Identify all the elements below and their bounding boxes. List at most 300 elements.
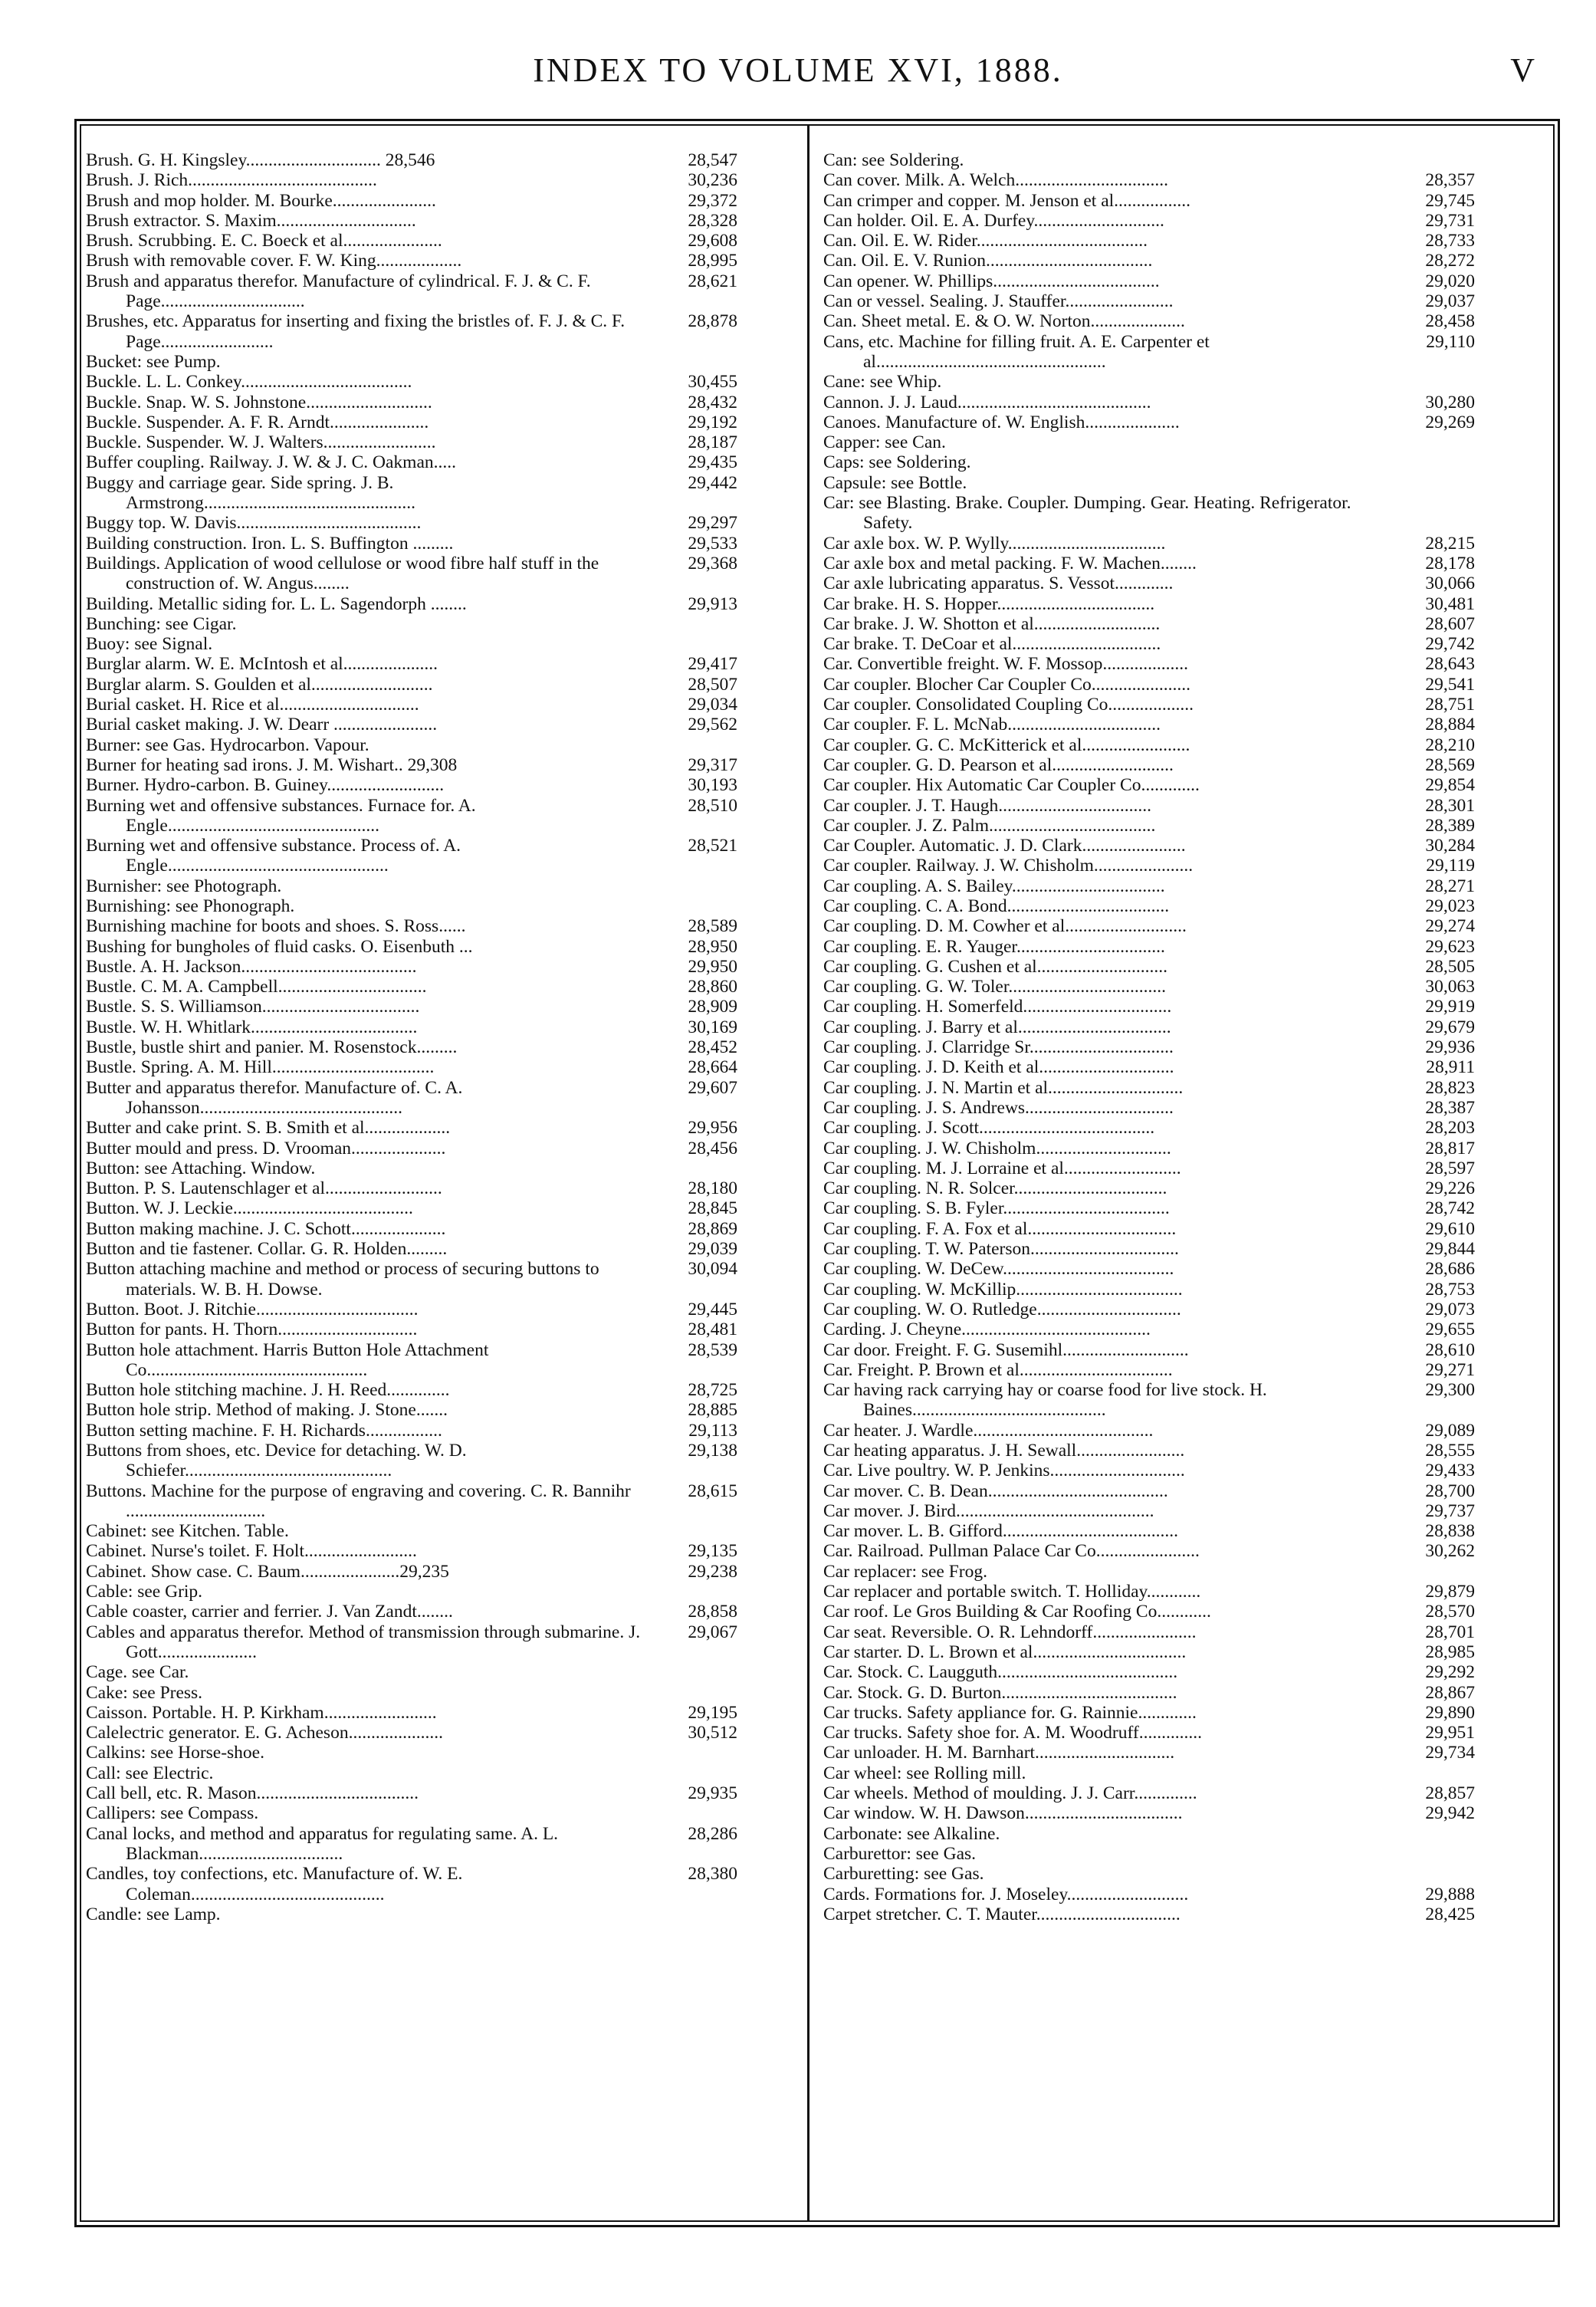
patent-number: 29,195 xyxy=(688,1702,737,1723)
index-entry xyxy=(86,1481,737,1522)
patent-number: 29,679 xyxy=(1425,1017,1475,1037)
index-entry-text: Car coupling. M. J. Lorraine et al.......................... xyxy=(823,1158,1181,1178)
patent-number: 29,238 xyxy=(688,1561,737,1582)
index-entry xyxy=(86,997,737,1017)
index-entry-text: Cable: see Grip. xyxy=(86,1582,203,1602)
index-entry xyxy=(823,715,1475,734)
patent-number: 29,372 xyxy=(688,190,737,211)
patent-number: 29,890 xyxy=(1425,1702,1475,1723)
index-entry-text: Brush. Scrubbing. E. C. Boeck et al...................... xyxy=(86,231,442,251)
index-entry xyxy=(823,1198,1475,1218)
index-entry xyxy=(823,432,1475,452)
patent-number: 29,292 xyxy=(1425,1662,1475,1683)
index-entry xyxy=(823,594,1475,614)
index-entry-text: Burnisher: see Photograph. xyxy=(86,876,282,896)
index-entry-text: Burial casket. H. Rice et al............................... xyxy=(86,695,419,715)
index-entry xyxy=(823,1743,1475,1763)
index-entry-text: Buckle. Snap. W. S. Johnstone............................ xyxy=(86,392,432,412)
patent-number: 28,425 xyxy=(1425,1904,1475,1924)
index-entry xyxy=(86,1683,737,1703)
index-entry-text: Button. W. J. Leckie........................................ xyxy=(86,1198,413,1219)
index-entry-text: Car coupling. J. W. Chisholm.............................. xyxy=(823,1138,1171,1158)
patent-number: 28,869 xyxy=(688,1218,737,1239)
index-entry-text: Buggy top. W. Davis......................................... xyxy=(86,513,422,534)
patent-number: 28,389 xyxy=(1425,815,1475,836)
index-entry-text: Burner: see Gas. Hydrocarbon. Vapour. xyxy=(86,734,369,755)
index-entry-text: Carburetting: see Gas. xyxy=(823,1864,984,1885)
patent-number: 29,271 xyxy=(1425,1359,1475,1380)
index-entry xyxy=(86,594,737,614)
index-entry xyxy=(86,937,737,957)
patent-number: 28,570 xyxy=(1425,1602,1475,1622)
patent-number: 29,067 xyxy=(688,1622,737,1642)
patent-number: 28,357 xyxy=(1425,170,1475,191)
index-entry-text: Car coupling. J. Scott....................................... xyxy=(823,1118,1155,1139)
patent-number: 28,456 xyxy=(688,1138,737,1158)
index-entry xyxy=(86,1743,737,1763)
index-entry-text: Burglar alarm. S. Goulden et al........................... xyxy=(86,674,433,695)
index-entry-text: Button and tie fastener. Collar. G. R. Holden......... xyxy=(86,1239,448,1260)
index-entry xyxy=(823,1360,1475,1380)
index-entry xyxy=(86,1239,737,1259)
index-entry xyxy=(823,1481,1475,1501)
index-entry xyxy=(823,957,1475,977)
patent-number: 29,888 xyxy=(1425,1884,1475,1904)
index-entry xyxy=(86,1622,737,1663)
index-entry xyxy=(823,1319,1475,1339)
index-entry-text: Caisson. Portable. H. P. Kirkham......................... xyxy=(86,1702,437,1723)
patent-number: 28,507 xyxy=(688,674,737,695)
index-entry-text: Bustle. W. H. Whitlark..................................... xyxy=(86,1017,418,1037)
patent-number: 28,452 xyxy=(688,1037,737,1058)
patent-number: 29,936 xyxy=(1425,1037,1475,1058)
index-entry-text: Car coupler. G. C. McKitterick et al........................ xyxy=(823,734,1190,755)
index-entry xyxy=(86,614,737,634)
index-entry-text: Car coupling. J. N. Martin et al.............................. xyxy=(823,1077,1184,1098)
index-entry xyxy=(86,1864,737,1904)
patent-number: 28,432 xyxy=(688,392,737,412)
index-entry-text: Car coupling. G. Cushen et al............................. xyxy=(823,956,1168,977)
patent-number: 29,417 xyxy=(688,654,737,675)
index-entry xyxy=(823,1864,1475,1884)
index-entry xyxy=(86,1198,737,1218)
index-entry xyxy=(86,1400,737,1420)
index-entry xyxy=(823,1219,1475,1239)
patent-number: 28,884 xyxy=(1425,715,1475,735)
patent-number: 28,607 xyxy=(1425,613,1475,634)
index-entry xyxy=(823,1380,1475,1421)
patent-number: 30,193 xyxy=(688,775,737,796)
patent-number: 30,236 xyxy=(688,170,737,191)
page-title: INDEX TO VOLUME XVI, 1888. xyxy=(533,51,1063,89)
index-entry xyxy=(86,977,737,997)
index-entry xyxy=(86,957,737,977)
patent-number: 29,919 xyxy=(1425,997,1475,1017)
patent-number: 29,844 xyxy=(1425,1239,1475,1260)
index-entry xyxy=(823,1340,1475,1360)
index-entry xyxy=(823,1501,1475,1521)
index-entry-text: Can. Sheet metal. E. & O. W. Norton..................... xyxy=(823,311,1185,332)
index-entry-text: Car. Convertible freight. W. F. Mossop................... xyxy=(823,654,1188,675)
index-entry xyxy=(823,1057,1475,1077)
patent-number: 28,555 xyxy=(1425,1441,1475,1461)
column-divider xyxy=(807,124,809,2222)
index-entry xyxy=(823,1521,1475,1541)
patent-number: 28,909 xyxy=(688,997,737,1017)
patent-number: 28,328 xyxy=(688,210,737,231)
index-entry xyxy=(86,1057,737,1077)
index-entry-text: Car coupler. Blocher Car Coupler Co...................... xyxy=(823,674,1191,695)
patent-number: 28,857 xyxy=(1425,1783,1475,1804)
index-entry-text: Button: see Attaching. Window. xyxy=(86,1158,316,1178)
index-entry xyxy=(823,1783,1475,1803)
index-entry xyxy=(823,1541,1475,1561)
index-entry xyxy=(823,1723,1475,1743)
index-entry-text: Can cover. Milk. A. Welch.................................. xyxy=(823,170,1169,191)
index-entry xyxy=(823,1622,1475,1642)
index-entry xyxy=(86,1521,737,1541)
index-entry-text: Car. Live poultry. W. P. Jenkins.............................. xyxy=(823,1461,1185,1481)
index-entry-text: Carpet stretcher. C. T. Mauter................................ xyxy=(823,1904,1181,1924)
index-entry xyxy=(86,916,737,936)
index-entry xyxy=(823,452,1475,472)
index-entry xyxy=(86,1582,737,1602)
index-entry xyxy=(86,452,737,472)
index-entry-text: Car coupling. W. DeCew...................................... xyxy=(823,1259,1174,1280)
index-entry xyxy=(86,473,737,514)
index-entry xyxy=(823,1037,1475,1057)
patent-number: 28,817 xyxy=(1425,1138,1475,1158)
patent-number: 28,878 xyxy=(688,311,737,332)
index-entry-text: Car coupling. W. McKillip..................................... xyxy=(823,1279,1183,1300)
index-entry-text: Brush and apparatus therefor. Manufacture of cylindrical. F. J. & C. F. Page................................ xyxy=(86,271,591,312)
patent-number: 29,950 xyxy=(688,956,737,977)
index-entry-text: Carburettor: see Gas. xyxy=(823,1843,977,1864)
index-entry xyxy=(823,1885,1475,1904)
index-entry-text: Car wheel: see Rolling mill. xyxy=(823,1763,1026,1783)
index-entry-text: Brush with removable cover. F. W. King................... xyxy=(86,251,462,271)
index-entry-text: Building construction. Iron. L. S. Buffington ......... xyxy=(86,533,454,554)
index-entry xyxy=(86,896,737,916)
index-entry-text: Car coupling. A. S. Bailey.................................. xyxy=(823,876,1165,896)
index-entry-text: Buckle. L. L. Conkey...................................... xyxy=(86,372,412,393)
index-entry xyxy=(823,1239,1475,1259)
patent-number: 29,655 xyxy=(1425,1319,1475,1340)
index-entry-text: Burner. Hydro-carbon. B. Guiney.......................... xyxy=(86,775,445,796)
index-entry-text: Cabinet. Nurse's toilet. F. Holt......................... xyxy=(86,1541,417,1562)
index-entry-text: Car coupler. Consolidated Coupling Co................... xyxy=(823,695,1194,715)
index-entry xyxy=(823,1763,1475,1783)
index-entry-text: Candle: see Lamp. xyxy=(86,1904,221,1924)
index-entry xyxy=(823,796,1475,816)
patent-number: 28,867 xyxy=(1425,1682,1475,1703)
index-entry xyxy=(86,1380,737,1400)
index-entry-text: Car roof. Le Gros Building & Car Roofing Co............ xyxy=(823,1602,1211,1622)
patent-number: 28,597 xyxy=(1425,1158,1475,1178)
index-entry xyxy=(86,1178,737,1198)
patent-number: 30,481 xyxy=(1425,593,1475,614)
patent-number: 28,885 xyxy=(688,1400,737,1421)
patent-number: 28,286 xyxy=(688,1823,737,1844)
patent-number: 29,135 xyxy=(688,1541,737,1562)
index-entry xyxy=(86,796,737,836)
patent-number: 30,512 xyxy=(688,1723,737,1743)
index-entry-text: Button for pants. H. Thorn............................... xyxy=(86,1319,418,1340)
index-entry-text: Car coupler. J. T. Haugh.................................. xyxy=(823,795,1151,816)
index-entry-text: Bustle. A. H. Jackson....................................... xyxy=(86,956,417,977)
index-entry-text: Burnishing: see Phonograph. xyxy=(86,896,295,916)
patent-number: 28,621 xyxy=(688,271,737,291)
index-entry xyxy=(823,493,1475,534)
patent-number: 29,023 xyxy=(1425,896,1475,916)
patent-number: 29,039 xyxy=(688,1239,737,1260)
index-entry xyxy=(86,150,737,170)
page-number: V xyxy=(1510,51,1535,89)
index-entry xyxy=(823,1078,1475,1098)
index-entry-text: Burglar alarm. W. E. McIntosh et al..................... xyxy=(86,654,438,675)
index-entry-text: Car starter. D. L. Brown et al.................................. xyxy=(823,1642,1187,1662)
patent-number: 29,734 xyxy=(1425,1743,1475,1763)
index-entry-text: Buffer coupling. Railway. J. W. & J. C. Oakman..... xyxy=(86,452,457,473)
index-entry-text: Butter mould and press. D. Vrooman..................... xyxy=(86,1138,446,1158)
index-entry-text: Car heater. J. Wardle........................................ xyxy=(823,1420,1154,1441)
patent-number: 28,215 xyxy=(1425,533,1475,554)
patent-number: 28,725 xyxy=(688,1380,737,1401)
index-entry-text: Bustle. Spring. A. M. Hill.................................... xyxy=(86,1057,435,1078)
index-entry xyxy=(823,836,1475,856)
index-entry xyxy=(86,311,737,352)
index-entry xyxy=(86,372,737,392)
index-entry xyxy=(86,1421,737,1441)
index-entry xyxy=(86,675,737,695)
patent-number: 28,210 xyxy=(1425,734,1475,755)
index-entry xyxy=(823,1703,1475,1723)
index-entry-text: Bustle. C. M. A. Campbell................................. xyxy=(86,977,427,997)
patent-number: 29,541 xyxy=(1425,674,1475,695)
patent-number: 28,643 xyxy=(1425,654,1475,675)
patent-number: 29,533 xyxy=(688,533,737,554)
patent-number: 30,284 xyxy=(1425,836,1475,856)
index-entry xyxy=(86,1037,737,1057)
patent-number: 29,745 xyxy=(1425,190,1475,211)
index-entry-text: Capper: see Can. xyxy=(823,432,946,453)
index-entry-text: Car window. W. H. Dawson................................... xyxy=(823,1803,1183,1824)
index-entry xyxy=(823,393,1475,412)
index-entry xyxy=(86,352,737,372)
index-entry-text: Car wheels. Method of moulding. J. J. Carr.............. xyxy=(823,1783,1197,1804)
index-entry xyxy=(86,1139,737,1158)
index-entry-text: Car replacer and portable switch. T. Holliday............ xyxy=(823,1582,1201,1602)
index-entry-text: Cables and apparatus therefor. Method of transmission through submarine. J. Gott...................... xyxy=(86,1622,641,1662)
index-entry xyxy=(86,1803,737,1823)
index-entry-text: Buggy and carriage gear. Side spring. J. B. Armstrong............................................... xyxy=(86,472,415,514)
index-entry-text: Callipers: see Compass. xyxy=(86,1803,259,1824)
index-entry-text: Cane: see Whip. xyxy=(823,372,942,393)
index-entry-text: Burning wet and offensive substance. Process of. A. Engle................................................. xyxy=(86,836,461,876)
index-entry xyxy=(823,291,1475,311)
index-entry-text: Bustle. S. S. Williamson................................... xyxy=(86,997,420,1017)
index-entry-text: Carbonate: see Alkaline. xyxy=(823,1823,1000,1844)
index-entry-text: Car coupling. J. Barry et al.................................. xyxy=(823,1017,1171,1037)
index-entry-text: Car coupling. T. W. Paterson................................. xyxy=(823,1239,1179,1260)
patent-number: 30,063 xyxy=(1425,977,1475,997)
patent-number: 28,701 xyxy=(1425,1622,1475,1642)
index-entry xyxy=(823,311,1475,331)
index-entry-text: Can. Oil. E. V. Runion..................................... xyxy=(823,251,1153,271)
index-entry xyxy=(86,1703,737,1723)
patent-number: 28,753 xyxy=(1425,1279,1475,1300)
index-entry xyxy=(823,654,1475,674)
index-column-left xyxy=(86,150,737,1924)
index-entry-text: Buckle. Suspender. W. J. Walters......................... xyxy=(86,432,436,453)
index-entry xyxy=(823,977,1475,997)
index-entry xyxy=(823,634,1475,654)
index-entry-text: Car axle lubricating apparatus. S. Vessot............. xyxy=(823,573,1174,594)
patent-number: 28,539 xyxy=(688,1339,737,1360)
patent-number: 29,226 xyxy=(1425,1178,1475,1199)
index-entry xyxy=(823,1803,1475,1823)
index-entry xyxy=(86,211,737,231)
patent-number: 28,387 xyxy=(1425,1097,1475,1118)
index-entry-text: Call bell, etc. R. Mason.................................... xyxy=(86,1783,419,1804)
index-entry-text: Brushes, etc. Apparatus for inserting and fixing the bristles of. F. J. & C. F. Page......................... xyxy=(86,311,626,352)
index-entry xyxy=(823,332,1475,373)
index-entry xyxy=(86,654,737,674)
index-entry-text: Car coupling. C. A. Bond.................................... xyxy=(823,896,1170,916)
index-entry-text: Can holder. Oil. E. A. Durfey............................. xyxy=(823,210,1164,231)
index-entry-text: Cable coaster, carrier and ferrier. J. Van Zandt........ xyxy=(86,1602,453,1622)
patent-number: 28,178 xyxy=(1425,553,1475,573)
index-entry-text: Car door. Freight. F. G. Susemihl............................ xyxy=(823,1339,1189,1360)
patent-number: 29,742 xyxy=(1425,634,1475,655)
index-entry xyxy=(823,211,1475,231)
patent-number: 28,615 xyxy=(688,1480,737,1501)
index-entry xyxy=(823,1904,1475,1924)
index-entry-text: Button. P. S. Lautenschlager et al.......................... xyxy=(86,1178,442,1199)
index-entry-text: Car axle box. W. P. Wylly................................... xyxy=(823,533,1166,554)
index-entry xyxy=(86,1219,737,1239)
index-entry xyxy=(823,1461,1475,1480)
index-entry xyxy=(86,735,737,755)
index-entry-text: Car: see Blasting. Brake. Coupler. Dumping. Gear. Heating. Refrigerator. Safety. xyxy=(823,493,1351,534)
index-entry xyxy=(86,393,737,412)
index-entry-text: Can crimper and copper. M. Jenson et al................. xyxy=(823,190,1191,211)
index-entry xyxy=(823,916,1475,936)
patent-number: 29,623 xyxy=(1425,936,1475,957)
patent-number: 30,169 xyxy=(688,1017,737,1037)
index-entry xyxy=(823,1662,1475,1682)
index-entry xyxy=(86,1300,737,1319)
index-entry-text: Bucket: see Pump. xyxy=(86,351,221,372)
patent-number: 28,180 xyxy=(688,1178,737,1199)
patent-number: 29,433 xyxy=(1425,1461,1475,1481)
index-entry-text: Button. Boot. J. Ritchie.................................... xyxy=(86,1299,419,1319)
index-entry-text: Car coupling. S. B. Fyler..................................... xyxy=(823,1198,1170,1219)
index-entry xyxy=(823,170,1475,190)
patent-number: 28,521 xyxy=(688,836,737,856)
patent-number: 29,269 xyxy=(1425,412,1475,432)
patent-number: 28,858 xyxy=(688,1602,737,1622)
patent-number: 29,942 xyxy=(1425,1803,1475,1824)
patent-number: 29,608 xyxy=(688,231,737,251)
patent-number: 29,445 xyxy=(688,1299,737,1319)
index-entry xyxy=(86,695,737,715)
index-entry-text: Buildings. Application of wood cellulose or wood fibre half stuff in the construction of. W. Angus........ xyxy=(86,553,599,594)
index-entry-text: Car brake. J. W. Shotton et al............................ xyxy=(823,613,1161,634)
index-entry-text: Buoy: see Signal. xyxy=(86,634,213,655)
index-entry-text: Caps: see Soldering. xyxy=(823,452,971,473)
index-entry-text: Calelectric generator. E. G. Acheson..................... xyxy=(86,1723,443,1743)
patent-number: 29,737 xyxy=(1425,1500,1475,1521)
index-entry-text: Button setting machine. F. H. Richards................. xyxy=(86,1420,442,1441)
index-entry xyxy=(823,372,1475,392)
index-entry xyxy=(823,1441,1475,1461)
index-entry-text: Button attaching machine and method or process of securing buttons to materials. W. B. H. Dowse. xyxy=(86,1259,599,1300)
index-entry xyxy=(823,614,1475,634)
index-entry xyxy=(86,1602,737,1622)
patent-number: 29,192 xyxy=(688,412,737,432)
index-entry-text: Brush extractor. S. Maxim............................... xyxy=(86,210,416,231)
patent-number: 29,073 xyxy=(1425,1299,1475,1319)
index-entry xyxy=(823,816,1475,836)
patent-number: 29,562 xyxy=(688,715,737,735)
index-entry-text: Can opener. W. Phillips..................................... xyxy=(823,271,1160,291)
index-entry xyxy=(86,1441,737,1481)
patent-number: 29,913 xyxy=(688,593,737,614)
index-entry xyxy=(823,1844,1475,1864)
patent-number: 29,435 xyxy=(688,452,737,473)
index-entry-text: Butter and apparatus therefor. Manufacture of. C. A. Johansson............................................. xyxy=(86,1077,463,1118)
index-entry xyxy=(823,1562,1475,1582)
patent-number: 28,664 xyxy=(688,1057,737,1078)
index-entry-text: Car brake. T. DeCoar et al................................. xyxy=(823,634,1161,655)
index-entry xyxy=(86,534,737,554)
index-entry xyxy=(823,735,1475,755)
index-entry-text: Bustle, bustle shirt and panier. M. Rosenstock......... xyxy=(86,1037,458,1058)
index-entry-text: Burner for heating sad irons. J. M. Wishart.. 29,308 xyxy=(86,754,458,775)
index-entry xyxy=(823,1824,1475,1844)
index-entry xyxy=(823,1178,1475,1198)
patent-number: 29,731 xyxy=(1425,210,1475,231)
patent-number: 29,113 xyxy=(688,1420,737,1441)
index-entry-text: Can: see Soldering. xyxy=(823,150,964,170)
index-entry xyxy=(823,997,1475,1017)
patent-number: 29,089 xyxy=(1425,1420,1475,1441)
index-entry xyxy=(823,695,1475,715)
index-entry-text: Car coupling. N. R. Solcer.................................. xyxy=(823,1178,1167,1199)
index-entry xyxy=(823,1602,1475,1622)
index-entry xyxy=(86,251,737,271)
patent-number: 28,742 xyxy=(1425,1198,1475,1219)
index-entry-text: Car Coupler. Automatic. J. D. Clark....................... xyxy=(823,836,1186,856)
index-entry-text: Car coupler. Hix Automatic Car Coupler Co............. xyxy=(823,775,1200,796)
index-entry-text: Call: see Electric. xyxy=(86,1763,214,1783)
patent-number: 28,751 xyxy=(1425,695,1475,715)
index-entry xyxy=(823,1421,1475,1441)
index-entry xyxy=(823,150,1475,170)
patent-number: 28,733 xyxy=(1425,231,1475,251)
patent-number: 28,911 xyxy=(1426,1057,1475,1078)
index-entry xyxy=(86,1078,737,1119)
index-entry xyxy=(86,755,737,775)
index-entry-text: Car trucks. Safety shoe for. A. M. Woodruff.............. xyxy=(823,1723,1202,1743)
patent-number: 28,187 xyxy=(688,432,737,453)
index-entry-text: Canoes. Manufacture of. W. English..................... xyxy=(823,412,1180,432)
index-entry xyxy=(86,715,737,734)
index-entry-text: Cards. Formations for. J. Moseley........................... xyxy=(823,1884,1189,1904)
index-entry-text: Brush and mop holder. M. Bourke....................... xyxy=(86,190,436,211)
index-entry-text: Button hole stitching machine. J. H. Reed.............. xyxy=(86,1380,450,1401)
